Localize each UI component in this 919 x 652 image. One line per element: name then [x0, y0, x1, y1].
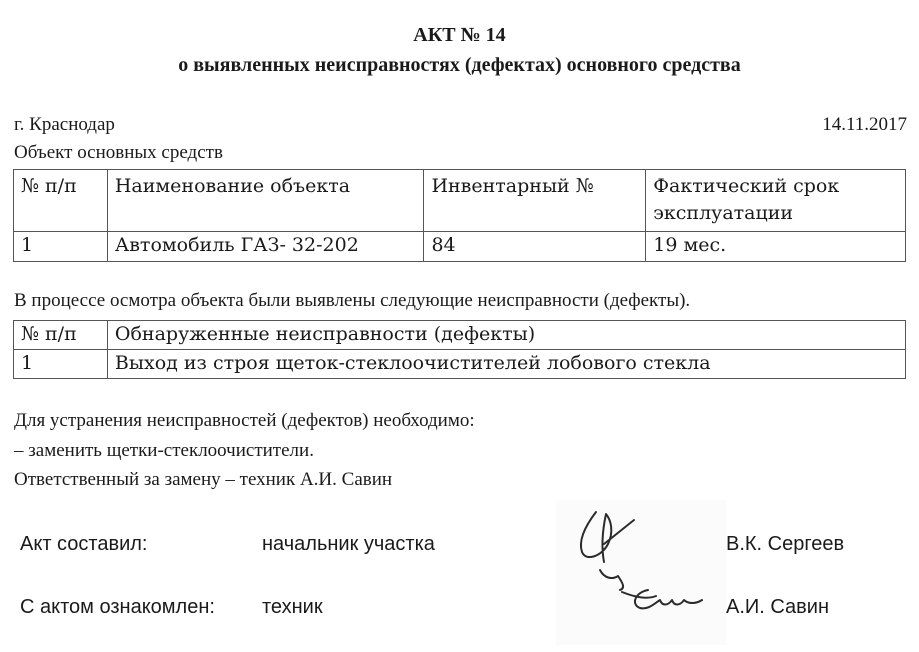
- acknowledged-label: С актом ознакомлен:: [20, 596, 215, 618]
- table-row: [14, 232, 906, 262]
- composer-name: В.К. Сергеев: [726, 533, 845, 555]
- table-row: [14, 350, 906, 379]
- column-header-inventory: Инвентарный №: [424, 170, 646, 232]
- column-header-name: Наименование объекта: [107, 170, 424, 232]
- cell-number: 1: [14, 350, 108, 379]
- cell-defect-description: Выход из строя щеток-стеклоочистителей лобового стекла: [107, 350, 905, 379]
- column-header-number: № п/п: [14, 321, 108, 350]
- table-header-row: [14, 170, 906, 232]
- acknowledged-position: техник: [262, 596, 323, 618]
- composer-position: начальник участка: [262, 533, 435, 555]
- column-header-service-life: Фактический срок эксплуатации: [646, 170, 906, 232]
- acknowledged-name: А.И. Савин: [726, 596, 830, 618]
- composer-label: Акт составил:: [20, 533, 148, 555]
- signature-icon: [556, 500, 726, 645]
- cell-object-name: Автомобиль ГАЗ- 32-202: [107, 232, 424, 262]
- cell-service-life: 19 мес.: [646, 232, 906, 262]
- document-title: АКТ № 14: [413, 24, 506, 46]
- remedy-intro: Для устранения неисправностей (дефектов) необходимо:: [14, 410, 475, 431]
- object-table: [13, 169, 906, 262]
- handwritten-signature: [556, 500, 726, 645]
- column-header-number: № п/п: [14, 170, 108, 232]
- defects-table: [13, 320, 906, 379]
- city: г. Краснодар: [14, 114, 115, 135]
- column-header-defects: Обнаруженные неисправности (дефекты): [107, 321, 905, 350]
- remedy-action: – заменить щетки-стеклоочистители.: [14, 440, 314, 461]
- object-section-label: Объект основных средств: [14, 142, 223, 163]
- table-header-row: [14, 321, 906, 350]
- defects-intro: В процессе осмотра объекта были выявлены следующие неисправности (дефекты).: [14, 290, 691, 311]
- document-subtitle: о выявленных неисправностях (дефектах) основного средства: [178, 54, 741, 76]
- document-date: 14.11.2017: [822, 114, 907, 135]
- cell-inventory-number: 84: [424, 232, 646, 262]
- cell-number: 1: [14, 232, 108, 262]
- responsible-person: Ответственный за замену – техник А.И. Савин: [14, 469, 393, 490]
